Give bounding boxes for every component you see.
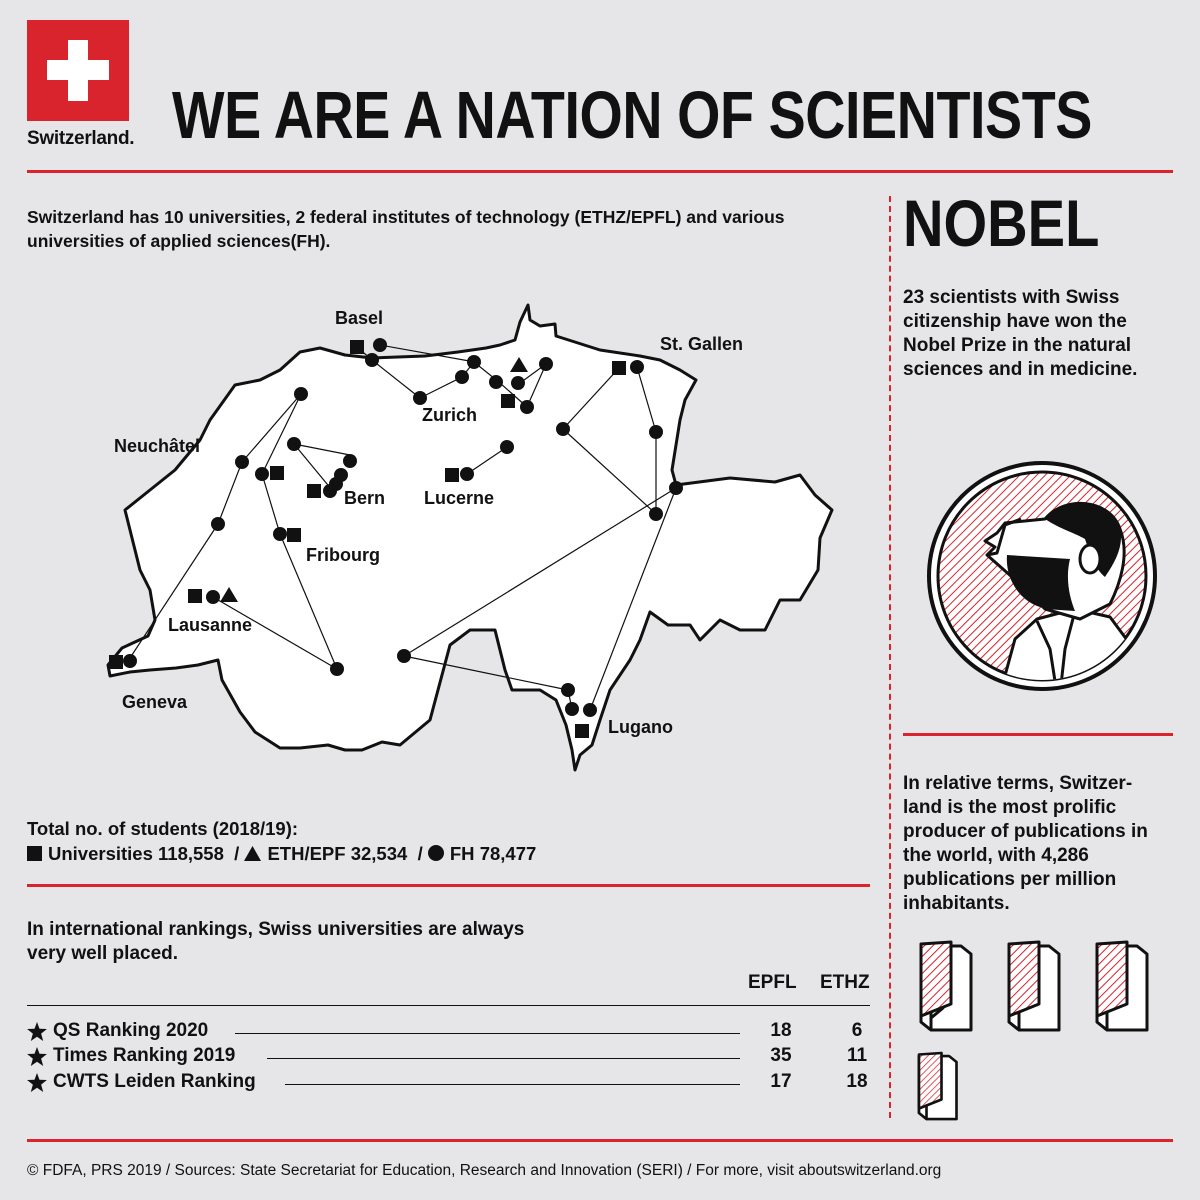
fh-label: FH — [449, 843, 475, 864]
ranking-row — [27, 1071, 870, 1097]
ranking-label: Times Ranking 2019 — [53, 1045, 236, 1066]
university-marker — [575, 724, 589, 738]
fh-marker — [500, 440, 514, 454]
intro-text: Switzerland has 10 universities, 2 federal institutes of technology (ETHZ/EPFL) and various universities of applied sciences(FH). — [27, 207, 785, 251]
university-marker — [307, 484, 321, 498]
eth-value: 32,534 — [350, 843, 408, 864]
university-marker — [188, 589, 202, 603]
fh-marker — [323, 484, 337, 498]
column-divider — [889, 196, 891, 1118]
fh-marker — [467, 355, 481, 369]
university-marker — [287, 528, 301, 542]
city-label-lucerne: Lucerne — [424, 488, 495, 508]
fh-marker — [235, 455, 249, 469]
city-label-bern: Bern — [344, 488, 386, 508]
universities-value: 118,558 — [158, 843, 224, 864]
switzerland-map — [0, 290, 880, 790]
fh-marker — [397, 649, 411, 663]
fh-legend-icon — [428, 844, 444, 866]
fh-marker — [287, 437, 301, 451]
city-label-lugano: Lugano — [608, 717, 673, 737]
leader-line — [267, 1058, 740, 1059]
students-legend — [27, 843, 536, 866]
universities-label: Universities — [48, 843, 153, 864]
city-label-lausanne: Lausanne — [168, 615, 253, 635]
leader-line — [235, 1033, 740, 1034]
fh-marker — [539, 357, 553, 371]
city-label-basel: Basel — [335, 308, 384, 328]
column-header-epfl: EPFL — [748, 972, 797, 993]
fh-value: 78,477 — [479, 843, 537, 864]
epfl-rank: 17 — [770, 1071, 792, 1092]
fh-marker — [294, 387, 308, 401]
leader-line — [285, 1084, 740, 1085]
rankings-intro: In international rankings, Swiss universities are always very well placed. — [27, 919, 525, 964]
fh-marker — [565, 702, 579, 716]
ranking-label: CWTS Leiden Ranking — [53, 1071, 256, 1092]
fh-marker — [520, 400, 534, 414]
university-marker — [270, 466, 284, 480]
book-icon — [1097, 942, 1147, 1030]
star-icon — [27, 1022, 47, 1041]
fh-marker — [413, 391, 427, 405]
university-marker — [612, 361, 626, 375]
column-header-ethz: ETHZ — [820, 972, 870, 993]
ranking-row — [27, 1045, 870, 1071]
publications-books — [913, 938, 1169, 1122]
city-label-geneva: Geneva — [122, 692, 188, 712]
ethz-rank: 11 — [846, 1045, 868, 1066]
university-marker — [350, 340, 364, 354]
ethz-rank: 18 — [846, 1071, 868, 1092]
city-label-zurich: Zurich — [422, 405, 478, 425]
ranking-row — [27, 1020, 870, 1046]
fh-marker — [511, 376, 525, 390]
fh-marker — [211, 517, 225, 531]
publications-text: In relative terms, Switzer-land is the most prolific producer of publications in the world, with 4,286 publications per million inhabitants. — [903, 773, 1148, 914]
eth-label: ETH/EPF — [267, 843, 346, 864]
fh-marker — [583, 703, 597, 717]
fh-marker — [330, 662, 344, 676]
fh-marker — [255, 467, 269, 481]
ethz-rank: 6 — [851, 1020, 863, 1041]
university-marker — [501, 394, 515, 408]
star-icon — [27, 1073, 47, 1092]
fh-marker — [649, 425, 663, 439]
fh-marker — [649, 507, 663, 521]
fh-marker — [556, 422, 570, 436]
page-title: WE ARE A NATION OF SCIENTISTS — [172, 78, 1092, 153]
book-icon — [919, 1053, 957, 1119]
book-icon — [1009, 942, 1059, 1030]
fh-marker — [489, 375, 503, 389]
fh-marker — [669, 481, 683, 495]
eth-legend-icon — [244, 844, 261, 866]
university-legend-icon — [27, 844, 42, 866]
fh-marker — [630, 360, 644, 374]
book-icon — [921, 942, 971, 1030]
brand-name: Switzerland. — [27, 128, 135, 149]
fh-marker — [365, 353, 379, 367]
fh-marker — [460, 467, 474, 481]
epfl-rank: 35 — [770, 1045, 792, 1066]
nobel-text: 23 scientists with Swiss citizenship have won the Nobel Prize in the natural sciences and in medicine. — [903, 287, 1138, 380]
swiss-flag-logo — [27, 20, 129, 121]
side-divider-top — [903, 733, 1173, 736]
students-heading: Total no. of students (2018/19): — [27, 818, 299, 839]
footer-credits: © FDFA, PRS 2019 / Sources: State Secretariat for Education, Research and Innovation (SERI) / For more, visit aboutswitzerland.org — [27, 1162, 942, 1179]
fh-marker — [123, 654, 137, 668]
fh-marker — [273, 527, 287, 541]
city-label-st-gallen: St. Gallen — [660, 334, 744, 354]
middle-divider — [27, 884, 870, 887]
city-label-neuchatel: Neuchâtel — [114, 436, 201, 456]
bottom-divider — [27, 1139, 1173, 1142]
fh-marker — [343, 454, 357, 468]
legend-separator: / — [234, 843, 240, 864]
star-icon — [27, 1047, 47, 1066]
fh-marker — [206, 590, 220, 604]
legend-separator: / — [417, 843, 423, 864]
fh-marker — [373, 338, 387, 352]
switzerland-outline — [108, 305, 832, 770]
epfl-rank: 18 — [770, 1020, 792, 1041]
nobel-portrait-icon — [925, 459, 1159, 693]
university-marker — [109, 655, 123, 669]
top-divider — [27, 170, 1173, 173]
ranking-label: QS Ranking 2020 — [53, 1020, 209, 1041]
nobel-title: NOBEL — [903, 186, 1100, 260]
rankings-header-rule — [27, 1005, 870, 1006]
university-marker — [445, 468, 459, 482]
fh-marker — [561, 683, 575, 697]
city-label-fribourg: Fribourg — [306, 545, 380, 565]
fh-marker — [455, 370, 469, 384]
